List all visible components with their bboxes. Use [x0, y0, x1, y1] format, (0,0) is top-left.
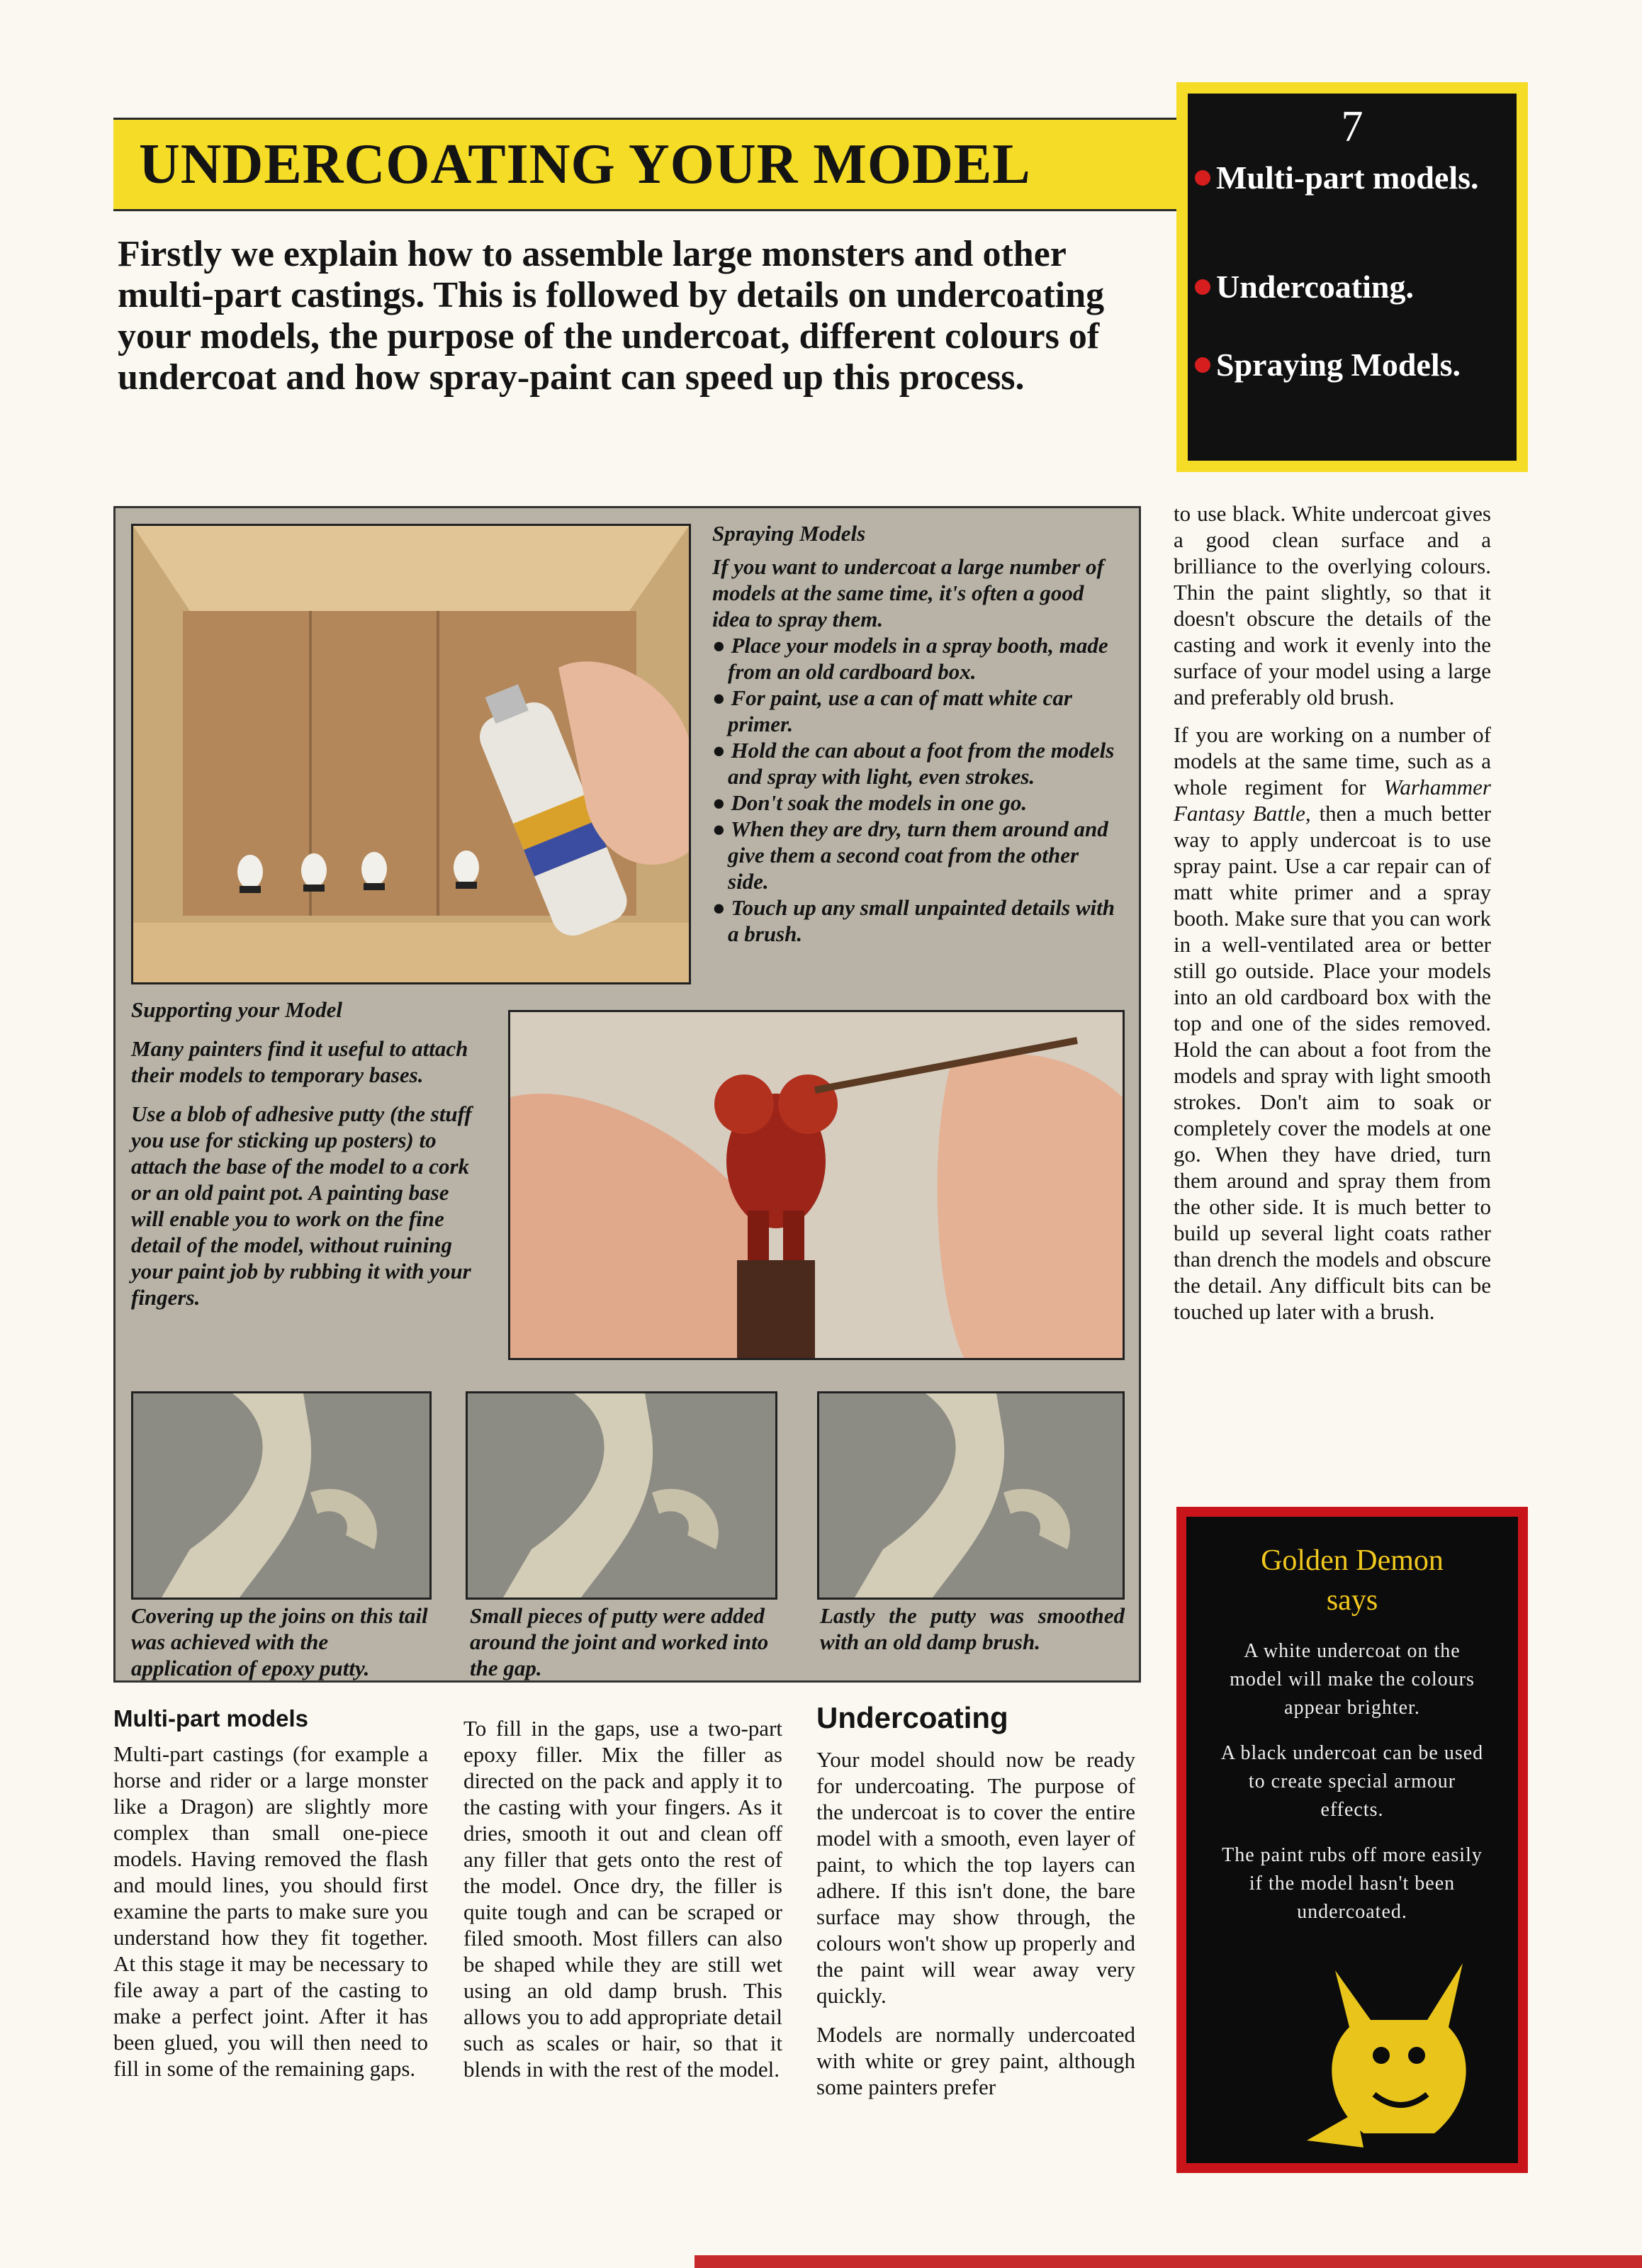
caption-1: Covering up the joins on this tail was achieved with the application of epoxy putty.	[131, 1603, 428, 1680]
supporting-p1: Many painters find it useful to attach their models to temporary bases.	[131, 1036, 468, 1087]
issue-item-undercoating: Undercoating.	[1216, 268, 1514, 306]
undercoating-col	[816, 1701, 1135, 2100]
spraying-section	[712, 521, 1123, 947]
bullet-icon	[1195, 357, 1210, 373]
tail-photo-1	[131, 1391, 432, 1600]
golden-demon-box	[1176, 1507, 1528, 2173]
multipart-p1: Multi-part castings (for example a horse and rider or a large monster like a Dragon) are slightly more complex than small one-piece models. Having removed the flash and mould lines, you should first examine the parts to make sure you understand how they fit together. At this stage it may be necessary to file away a part of the casting to make a perfect joint. After it has been glued, you will then need to fill in some of the remaining gaps.	[113, 1741, 428, 2081]
issue-item-multipart: Multi-part models.	[1216, 159, 1514, 197]
multipart-p2: To fill in the gaps, use a two-part epoxy filler. Mix the filler as directed on the pack and apply it to the casting with your fingers. As it dries, smooth it out and clean off any filler that gets onto the rest of the model. Once dry, the filler is quite tough and can be scraped or filed smooth. Most fillers can also be shaped while they are still wet using an old damp brush. This allows you to add appropriate detail such as scales or hair, so that it blends in with the rest of the model.	[463, 1716, 782, 2082]
caption-3: Lastly the putty was smoothed with an old damp brush.	[820, 1603, 1125, 1654]
right-col-p2: If you are working on a number of models at the same time, such as a whole regiment for Warhammer Fantasy Battle, then a much better way to apply undercoat is to use spray paint. Use a car repair can of matt white primer and a spray booth. Make sure that you can work in a well-ventilated area or better still go outside. Place your models into an old cardboard box with the top and one of the sides removed. Hold the can about a foot from the models and spray with light smooth strokes. Don't aim to soak or completely cover the models at one go. When they have dried, turn them around and spray them from the other side. It is much better to build up several light coats rather than drench the models and obscure the detail. Any difficult bits can be touched up later with a brush.	[1174, 722, 1491, 1324]
undercoating-p2: Models are normally undercoated with white or grey paint, although some painters prefer	[816, 2022, 1135, 2099]
bullet-icon	[1195, 170, 1210, 186]
right-col-p1: to use black. White undercoat gives a good clean surface and a brilliance to the overlying colours. Thin the paint slightly, so that it doesn't obscure the details of the casting and work it evenly into the surface of your model using a large and preferably old brush.	[1174, 501, 1491, 709]
undercoating-heading: Undercoating	[816, 1701, 1008, 1734]
spraying-heading: Spraying Models	[712, 521, 866, 546]
right-column	[1174, 500, 1491, 1325]
bullet-icon	[1195, 279, 1210, 295]
golden-demon-title: Golden Demon says	[1261, 1544, 1444, 1617]
spraying-bullet: ● Touch up any small unpainted details with a brush.	[712, 895, 1115, 946]
feature-panel	[113, 506, 1141, 1683]
caption-2: Small pieces of putty were added around the joint and worked into the gap.	[470, 1603, 769, 1680]
demon-tip: A white undercoat on the model will make the colours appear brighter.	[1230, 1640, 1475, 1719]
demon-tip: A black undercoat can be used to create special armour effects.	[1220, 1742, 1484, 1821]
undercoating-p1: Your model should now be ready for undercoating. The purpose of the undercoat is to cover the entire model with a smooth, even layer of paint, to which the top layers can adhere. If this isn't done, the bare surface may show through, the colours won't show up properly and the paint will wear away very quickly.	[816, 1747, 1135, 2008]
supporting-p2: Use a blob of adhesive putty (the stuff you use for sticking up posters) to attach the base of the model to a cork or an old paint pot. A painting base will enable you to work on the fine detail of the model, without ruining your paint job by rubbing it with your fingers.	[131, 1101, 472, 1310]
spraying-bullet: ● Don't soak the models in one go.	[712, 790, 1028, 815]
tail-photo-3	[817, 1391, 1125, 1600]
bottom-stripe	[695, 2255, 1642, 2268]
issue-number: 7	[1341, 103, 1363, 151]
page-title: UNDERCOATING YOUR MODEL	[139, 133, 1031, 196]
title-band	[113, 118, 1176, 211]
issue-item-spraying: Spraying Models.	[1216, 346, 1514, 384]
intro-paragraph: Firstly we explain how to assemble large monsters and other multi-part castings. This is followed by details on undercoating your models, the purpose of the undercoat, different colours of undercoat and how spray-paint can speed up this process.	[118, 234, 1105, 398]
spraying-bullet: ● When they are dry, turn them around and give them a second coat from the other side.	[712, 816, 1108, 894]
spraying-bullet: ● Hold the can about a foot from the models and spray with light, even strokes.	[712, 738, 1115, 789]
golden-demon-icon	[1293, 1942, 1505, 2155]
spraying-intro: If you want to undercoat a large number of models at the same time, it's often a good idea to spray them.	[712, 554, 1104, 631]
demon-tip: The paint rubs off more easily if the model hasn't been undercoated.	[1222, 1844, 1483, 1923]
spraying-bullet: ● For paint, use a can of matt white car primer.	[712, 685, 1072, 736]
painting-model-photo	[508, 1010, 1125, 1360]
multipart-heading: Multi-part models	[113, 1705, 309, 1731]
multipart-col-2	[463, 1715, 782, 2082]
supporting-heading: Supporting your Model	[131, 997, 343, 1022]
spraying-bullet: ● Place your models in a spray booth, made from an old cardboard box.	[712, 633, 1108, 684]
supporting-section	[131, 997, 485, 1310]
tail-photo-2	[466, 1391, 777, 1600]
multipart-col-1	[113, 1705, 428, 2082]
spray-booth-photo	[131, 524, 691, 984]
issue-contents-box	[1176, 82, 1528, 472]
